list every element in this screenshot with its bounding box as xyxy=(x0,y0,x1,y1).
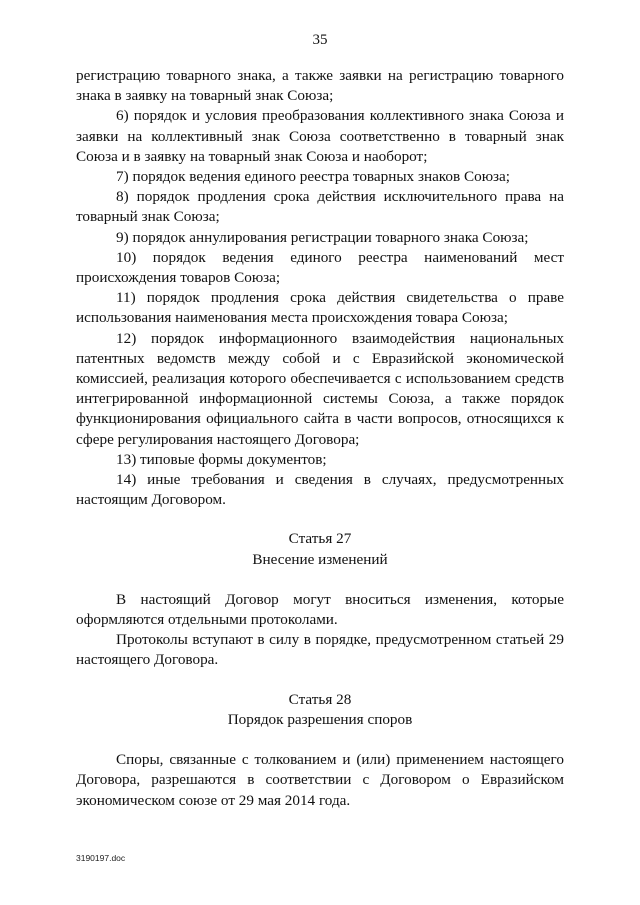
paragraph-continued: регистрацию товарного знака, а также заявки на регистрацию товарного знака в заявку на товарный знак Союза; xyxy=(76,67,564,105)
page-number: 35 xyxy=(312,32,328,48)
document-body xyxy=(76,66,564,811)
article-27-paragraph: В настоящий Договор могут вноситься изменения, которые оформляются отдельными протоколами. xyxy=(76,590,564,629)
file-code: 3190197.doc xyxy=(76,853,126,863)
list-item-6: 6) порядок и условия преобразования коллективного знака Союза и заявки на коллективный знак Союза соответственно в товарный знак Союза и в заявку на товарный знак Союза и наоборот; xyxy=(76,107,564,165)
article-28-paragraph: Споры, связанные с толкованием и (или) применением настоящего Договора, разрешаются в соответствии с Договором о Евразийском экономическом союзе от 29 мая 2014 года. xyxy=(76,751,564,809)
list-item-8: 8) порядок продления срока действия исключительного права на товарный знак Союза; xyxy=(76,188,564,226)
article-27-number: Статья 27 xyxy=(288,530,352,548)
list-item-12: 12) порядок информационного взаимодействия национальных патентных ведомств между собой и с Евразийской экономической комиссией, реализация которого обеспечивается с использованием средств интегрированной информационной системы Союза, а также порядок функционирования официального сайта в части вопросов, относящихся к сфере регулирования настоящего Договора; xyxy=(76,329,564,448)
article-27-title: Внесение изменений xyxy=(252,550,388,568)
list-item-10: 10) порядок ведения единого реестра наименований мест происхождения товаров Союза; xyxy=(76,248,564,287)
list-item-9: 9) порядок аннулирования регистрации товарного знака Союза; xyxy=(116,228,529,246)
list-item-11: 11) порядок продления срока действия свидетельства о праве использования наименования места происхождения товара Союза; xyxy=(76,289,564,327)
article-27-paragraph: Протоколы вступают в силу в порядке, предусмотренном статьей 29 настоящего Договора. xyxy=(76,631,564,669)
article-28-number: Статья 28 xyxy=(288,690,352,708)
article-28-title: Порядок разрешения споров xyxy=(227,710,413,728)
list-item-13: 13) типовые формы документов; xyxy=(116,450,327,468)
list-item-7: 7) порядок ведения единого реестра товарных знаков Союза; xyxy=(116,168,511,186)
list-item-14: 14) иные требования и сведения в случаях, предусмотренных настоящим Договором. xyxy=(76,471,564,509)
